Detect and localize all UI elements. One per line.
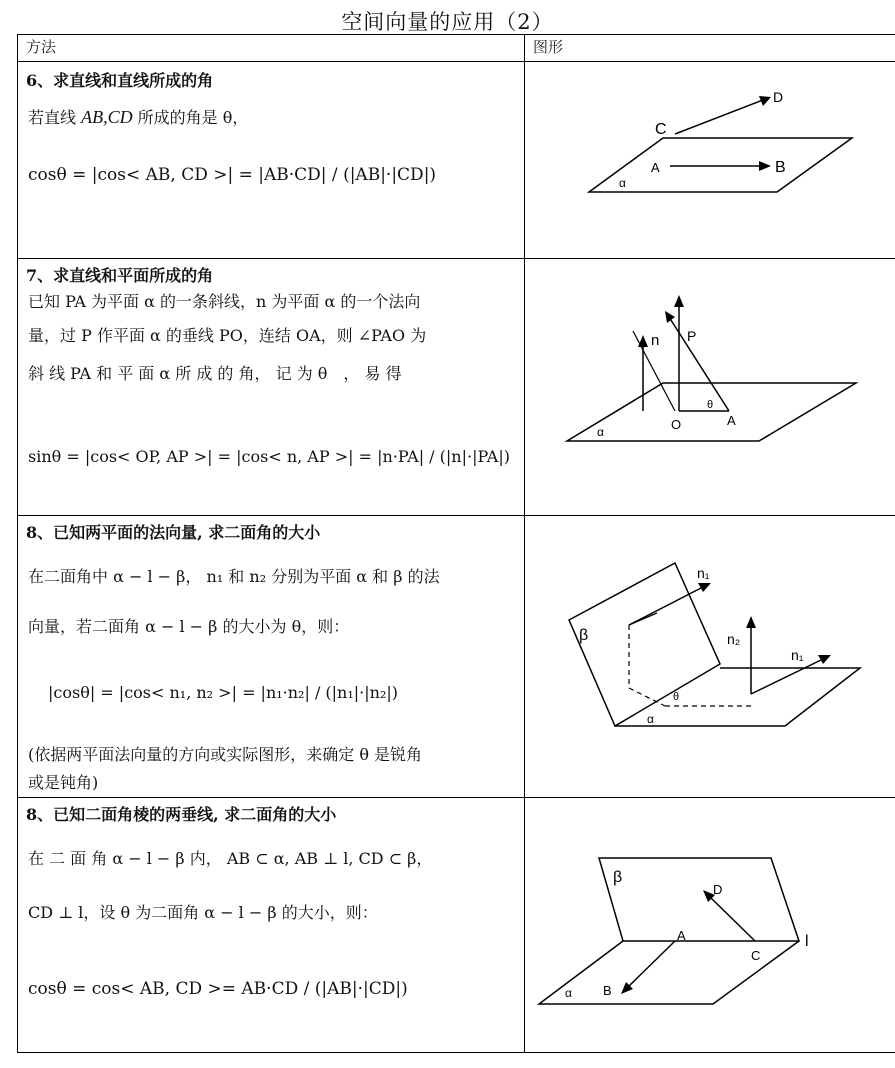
arrow-n1-top xyxy=(698,583,711,592)
section-heading: 8、已知两平面的法向量, 求二面角的大小 xyxy=(26,523,321,542)
figure-cell-6 xyxy=(525,62,895,259)
arrow-n1-right xyxy=(818,655,831,664)
formula-text: |cosθ| = |cos< n₁, n₂ >| = |n₁·n₂| / (|n₁|·|n₂|) xyxy=(48,683,398,702)
label-alpha: α xyxy=(565,986,572,1000)
formula-text: cosθ = |cos< AB, CD >| = |AB·CD| / (|AB|·|CD|) xyxy=(28,165,437,185)
vector-n1-beta xyxy=(629,588,701,625)
label-theta: θ xyxy=(707,399,714,411)
formula xyxy=(28,160,436,190)
text-line: 在 二 面 角 α − l − β 内， AB ⊂ α, AB ⊥ l, CD ⊂ β， xyxy=(28,849,433,868)
arrow-b xyxy=(759,161,771,171)
plane-alpha xyxy=(589,138,852,192)
formula-text: cosθ = cos< AB, CD >= AB·CD / (|AB|·|CD|) xyxy=(28,979,408,999)
figure-dihedral-normals xyxy=(525,516,895,798)
figure-line-plane-angle xyxy=(525,259,895,516)
formula xyxy=(48,678,398,708)
label-l: l xyxy=(805,933,809,950)
label-alpha: α xyxy=(619,176,626,190)
section-heading: 8、已知二面角棱的两垂线, 求二面角的大小 xyxy=(26,805,337,824)
label-beta: β xyxy=(579,627,589,644)
dashed-diagonal xyxy=(629,688,665,706)
note-line: (依据两平面法向量的方向或实际图形，来确定 θ 是锐角 xyxy=(28,745,423,764)
method-cell-8b xyxy=(18,798,525,1053)
section-heading: 7、求直线和平面所成的角 xyxy=(26,266,214,285)
line-cd xyxy=(675,100,763,134)
label-theta: θ xyxy=(673,691,680,703)
text-line: 向量，若二面角 α − l − β 的大小为 θ，则： xyxy=(28,617,350,636)
arrow-oblique xyxy=(665,311,675,323)
formula xyxy=(28,442,510,472)
figure-cell-8b xyxy=(525,798,895,1053)
arrow-p xyxy=(674,295,684,307)
header-figure: 图形 xyxy=(525,35,895,62)
label-a: A xyxy=(677,928,686,943)
label-n1-right: n₁ xyxy=(791,647,804,663)
label-alpha: α xyxy=(647,712,654,726)
figure-dihedral-perpendiculars xyxy=(525,798,895,1053)
note-line: 或是钝角) xyxy=(28,773,99,792)
label-n: n xyxy=(651,332,660,349)
text-line: 量，过 P 作平面 α 的垂线 PO，连结 OA，则 ∠PAO 为 xyxy=(28,326,427,345)
text-line: 斜 线 PA 和 平 面 α 所 成 的 角， 记 为 θ ， 易 得 xyxy=(28,364,402,383)
label-d: D xyxy=(773,89,784,105)
label-beta: β xyxy=(613,869,623,886)
text-line: 已知 PA 为平面 α 的一条斜线，n 为平面 α 的一个法向 xyxy=(28,292,421,311)
header-method: 方法 xyxy=(18,35,525,62)
method-cell-8a xyxy=(18,516,525,798)
label-n2: n₂ xyxy=(727,631,741,647)
text-line: 若直线 AB,CD 所成的角是 θ， xyxy=(28,107,249,127)
plane-beta xyxy=(569,563,720,726)
figure-cell-7 xyxy=(525,259,895,516)
plane-alpha xyxy=(567,383,856,441)
label-d: D xyxy=(713,882,723,897)
figure-cell-8a xyxy=(525,516,895,798)
plane-beta xyxy=(599,858,799,941)
vector-n1-alpha xyxy=(751,660,821,694)
label-b: B xyxy=(775,159,786,176)
label-o: O xyxy=(671,417,682,432)
text-line: 在二面角中 α − l − β， n₁ 和 n₂ 分别为平面 α 和 β 的法 xyxy=(28,567,440,586)
arrow-n xyxy=(638,335,648,347)
label-b: B xyxy=(603,983,612,998)
label-alpha: α xyxy=(597,425,604,439)
oblique-line xyxy=(669,317,729,411)
label-a: A xyxy=(727,413,736,428)
page-title: 空间向量的应用（2） xyxy=(341,10,554,34)
label-n1-top: n₁ xyxy=(697,565,710,581)
methods-table xyxy=(17,34,895,1053)
arrow-n2 xyxy=(746,616,756,628)
label-c: C xyxy=(655,121,667,138)
section-heading: 6、求直线和直线所成的角 xyxy=(26,71,214,90)
label-c: C xyxy=(751,948,761,963)
label-a: A xyxy=(651,160,660,175)
method-cell-6 xyxy=(18,62,525,259)
formula-text: sinθ = |cos< OP, AP >| = |cos< n, AP >| = |n·PA| / (|n|·|PA|) xyxy=(28,447,510,466)
label-p: P xyxy=(687,328,697,344)
vector-ab xyxy=(629,941,675,986)
text-line: CD ⊥ l，设 θ 为二面角 α − l − β 的大小，则： xyxy=(28,903,378,922)
method-cell-7 xyxy=(18,259,525,516)
formula xyxy=(28,974,408,1004)
figure-lines-plane xyxy=(525,62,895,259)
vector-cd xyxy=(711,898,755,941)
